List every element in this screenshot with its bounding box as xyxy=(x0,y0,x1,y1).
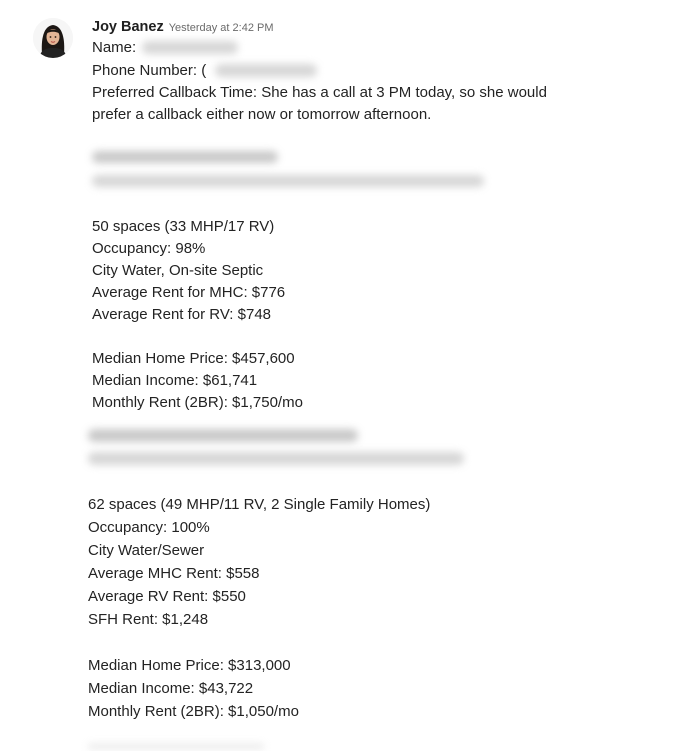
property1-spaces: 50 spaces (33 MHP/17 RV) xyxy=(92,218,275,235)
property2-avg-rv-rent: Average RV Rent: $550 xyxy=(88,588,246,605)
property2-median-income: Median Income: $43,722 xyxy=(88,680,254,697)
property1-occupancy: Occupancy: 98% xyxy=(92,240,206,257)
message-timestamp[interactable]: Yesterday at 2:42 PM xyxy=(168,22,274,34)
property2-monthly-rent: Monthly Rent (2BR): $1,050/mo xyxy=(88,703,299,720)
avatar-image xyxy=(33,18,73,58)
property1-median-home-price: Median Home Price: $457,600 xyxy=(92,350,295,367)
property1-median-income: Median Income: $61,741 xyxy=(92,372,258,389)
callback-line-1: Preferred Callback Time: She has a call at 3 PM today, so she would xyxy=(92,84,547,101)
author-name[interactable]: Joy Banez xyxy=(92,19,164,35)
redacted-trailing-line xyxy=(88,744,264,749)
property1-monthly-rent: Monthly Rent (2BR): $1,750/mo xyxy=(92,394,303,411)
property2-spaces: 62 spaces (49 MHP/11 RV, 2 Single Family Homes) xyxy=(88,496,431,513)
property2-occupancy: Occupancy: 100% xyxy=(88,519,210,536)
redacted-property-title-1 xyxy=(92,151,278,163)
redacted-property-address-1 xyxy=(92,175,484,187)
message-header xyxy=(92,18,274,36)
callback-line-2: prefer a callback either now or tomorrow afternoon. xyxy=(92,106,432,123)
redacted-phone xyxy=(215,64,317,77)
redacted-property-title-2 xyxy=(88,429,358,442)
name-label: Name: xyxy=(92,39,137,56)
property1-utilities: City Water, On-site Septic xyxy=(92,262,264,279)
redacted-name xyxy=(142,41,238,54)
redacted-property-address-2 xyxy=(88,452,464,465)
property1-avg-rent-rv: Average Rent for RV: $748 xyxy=(92,306,272,323)
phone-label: Phone Number: ( xyxy=(92,62,207,79)
property2-median-home-price: Median Home Price: $313,000 xyxy=(88,657,291,674)
property2-avg-mhc-rent: Average MHC Rent: $558 xyxy=(88,565,260,582)
property2-utilities: City Water/Sewer xyxy=(88,542,205,559)
avatar[interactable] xyxy=(33,18,73,58)
property2-sfh-rent: SFH Rent: $1,248 xyxy=(88,611,209,628)
property1-avg-rent-mhc: Average Rent for MHC: $776 xyxy=(92,284,286,301)
